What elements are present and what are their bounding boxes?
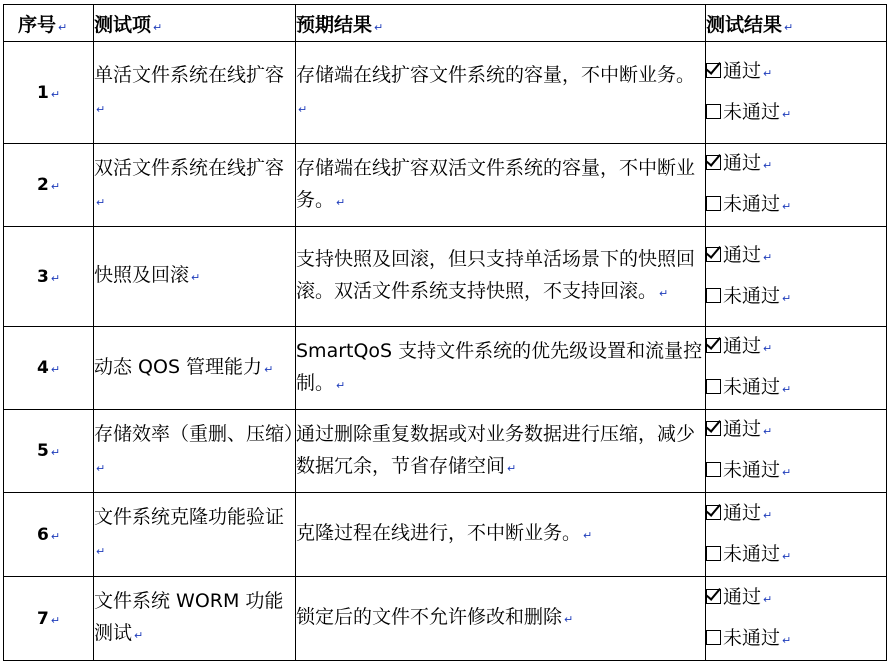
row-index: 5 ↵ xyxy=(4,410,94,493)
row-test-result xyxy=(706,227,887,327)
row-test-result xyxy=(706,493,887,577)
row-test-item: 文件系统 WORM 功能测试 ↵ xyxy=(94,577,296,661)
header-result: 测试结果 ↵ xyxy=(706,5,887,42)
row-index: 6 ↵ xyxy=(4,493,94,577)
row-expected-result: 存储端在线扩容双活文件系统的容量，不中断业务。 ↵ xyxy=(296,144,706,227)
pass-option[interactable]: 通过 ↵ xyxy=(706,327,886,368)
row-test-result xyxy=(706,577,887,661)
unchecked-box-icon[interactable] xyxy=(706,196,721,211)
row-expected-result: SmartQoS 支持文件系统的优先级设置和流量控制。 ↵ xyxy=(296,327,706,410)
unchecked-box-icon[interactable] xyxy=(706,546,721,561)
row-test-item: 快照及回滚 ↵ xyxy=(94,227,296,327)
unchecked-box-icon[interactable] xyxy=(706,630,721,645)
checked-box-icon[interactable] xyxy=(706,247,721,262)
table-row xyxy=(4,144,887,227)
pass-option[interactable]: 通过 ↵ xyxy=(706,144,886,185)
header-item: 测试项 ↵ xyxy=(94,5,296,42)
row-index: 3 ↵ xyxy=(4,227,94,327)
header-index: 序号 ↵ xyxy=(4,5,94,42)
unchecked-box-icon[interactable] xyxy=(706,288,721,303)
row-expected-result: 锁定后的文件不允许修改和删除 ↵ xyxy=(296,577,706,661)
table-row xyxy=(4,327,887,410)
checked-box-icon[interactable] xyxy=(706,421,721,436)
fail-option[interactable]: 未通过 ↵ xyxy=(706,619,886,660)
table-row xyxy=(4,493,887,577)
fail-option[interactable]: 未通过 ↵ xyxy=(706,535,886,576)
row-index: 2 ↵ xyxy=(4,144,94,227)
unchecked-box-icon[interactable] xyxy=(706,104,721,119)
table-row xyxy=(4,410,887,493)
row-test-item: 单活文件系统在线扩容↵ xyxy=(94,42,296,144)
pass-option[interactable]: 通过 ↵ xyxy=(706,578,886,619)
unchecked-box-icon[interactable] xyxy=(706,462,721,477)
row-test-result xyxy=(706,410,887,493)
fail-option[interactable]: 未通过 ↵ xyxy=(706,93,886,134)
header-row xyxy=(4,5,887,42)
table-row xyxy=(4,42,887,144)
checked-box-icon[interactable] xyxy=(706,63,721,78)
row-test-result xyxy=(706,327,887,410)
row-test-result xyxy=(706,42,887,144)
fail-option[interactable]: 未通过 ↵ xyxy=(706,185,886,226)
row-index: 4 ↵ xyxy=(4,327,94,410)
checked-box-icon[interactable] xyxy=(706,505,721,520)
pass-option[interactable]: 通过 ↵ xyxy=(706,410,886,451)
checked-box-icon[interactable] xyxy=(706,155,721,170)
pass-option[interactable]: 通过 ↵ xyxy=(706,236,886,277)
row-expected-result: 克隆过程在线进行，不中断业务。 ↵ xyxy=(296,493,706,577)
fail-option[interactable]: 未通过 ↵ xyxy=(706,368,886,409)
row-index: 7 ↵ xyxy=(4,577,94,661)
row-test-item: 双活文件系统在线扩容↵ xyxy=(94,144,296,227)
row-expected-result: 通过删除重复数据或对业务数据进行压缩，减少数据冗余，节省存储空间 ↵ xyxy=(296,410,706,493)
row-expected-result: 支持快照及回滚，但只支持单活场景下的快照回滚。双活文件系统支持快照，不支持回滚。 ↵ xyxy=(296,227,706,327)
row-test-item: 文件系统克隆功能验证↵ xyxy=(94,493,296,577)
row-index: 1 ↵ xyxy=(4,42,94,144)
row-test-item: 动态 QOS 管理能力 ↵ xyxy=(94,327,296,410)
table-row xyxy=(4,577,887,661)
row-expected-result: 存储端在线扩容文件系统的容量，不中断业务。↵ xyxy=(296,42,706,144)
test-results-table xyxy=(3,4,887,661)
row-test-item: 存储效率（重删、压缩）↵ xyxy=(94,410,296,493)
unchecked-box-icon[interactable] xyxy=(706,379,721,394)
header-expected: 预期结果 ↵ xyxy=(296,5,706,42)
pass-option[interactable]: 通过 ↵ xyxy=(706,494,886,535)
table-row xyxy=(4,227,887,327)
row-test-result xyxy=(706,144,887,227)
pass-option[interactable]: 通过 ↵ xyxy=(706,52,886,93)
checked-box-icon[interactable] xyxy=(706,589,721,604)
checked-box-icon[interactable] xyxy=(706,338,721,353)
fail-option[interactable]: 未通过 ↵ xyxy=(706,451,886,492)
fail-option[interactable]: 未通过 ↵ xyxy=(706,277,886,318)
